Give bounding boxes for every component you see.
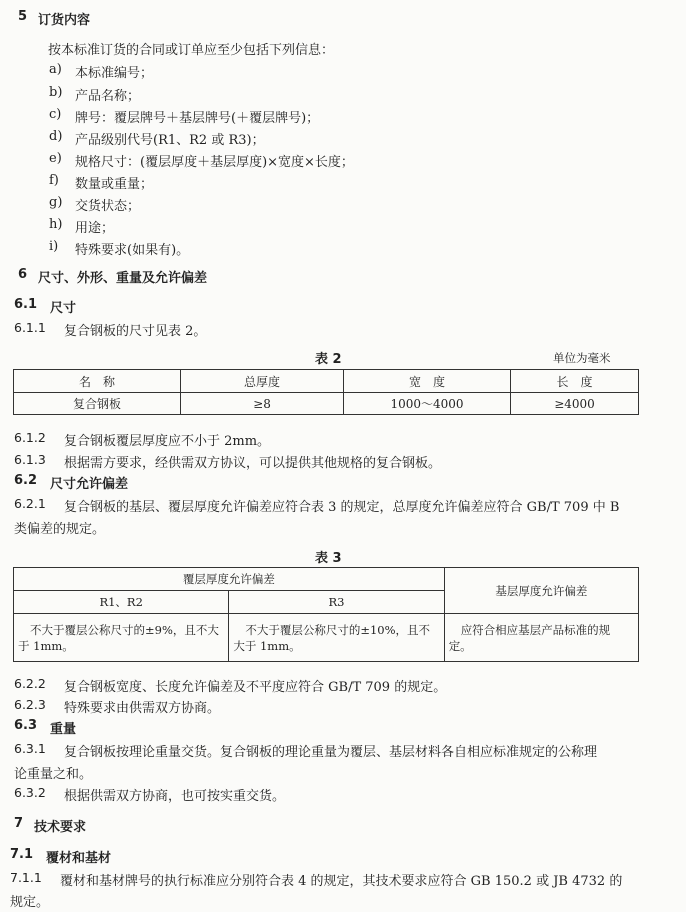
list-item-marker: h) [49, 217, 63, 232]
table-header-cell: 名 称 [14, 370, 181, 393]
section-6-title: 尺寸、外形、重量及允许偏差 [38, 271, 208, 286]
list-item-marker: c) [49, 107, 62, 122]
list-item: 特殊要求(如果有)。 [75, 243, 190, 258]
clause-6-2-3-number: 6.2.3 [14, 697, 46, 712]
table-header-cell: 总厚度 [181, 370, 344, 393]
clause-6-3-1-text: 复合钢板按理论重量交货。复合钢板的理论重量为覆层、基层材料各自相应标准规定的公称理 [64, 745, 598, 760]
list-item-marker: b) [49, 85, 63, 100]
table-cell [444, 614, 638, 662]
cell-line: 定。 [448, 638, 472, 653]
cell-line: 不大于覆层公称尺寸的±10%，且不 [245, 622, 431, 637]
table-3 [13, 567, 639, 662]
section-7-1-number: 7.1 [10, 847, 34, 862]
section-6-2-title: 尺寸允许偏差 [50, 477, 129, 492]
cell-line: 于 1mm。 [18, 638, 74, 653]
table-2-title: 表 2 [315, 352, 342, 367]
section-5-intro: 按本标准订货的合同或订单应至少包括下列信息： [48, 43, 335, 58]
table-2-unit: 单位为毫米 [553, 351, 611, 365]
table-cell [14, 614, 229, 662]
table-row [14, 614, 639, 662]
section-5-number: 5 [18, 9, 28, 24]
list-item: 牌号：覆层牌号＋基层牌号(＋覆层牌号)； [75, 111, 320, 126]
section-6-3-title: 重量 [50, 722, 77, 737]
list-item: 用途； [75, 221, 115, 236]
table-row [14, 393, 639, 415]
clause-6-3-2-number: 6.3.2 [14, 785, 46, 800]
table-cell: ≥4000 [511, 393, 639, 415]
table-header-cell: 宽 度 [344, 370, 511, 393]
list-item: 产品名称； [75, 89, 141, 104]
table-header-row [14, 370, 639, 393]
table-cell: 1000～4000 [344, 393, 511, 415]
table-3-title: 表 3 [315, 551, 342, 566]
section-7-number: 7 [14, 816, 24, 831]
clause-7-1-1-text-cont: 规定。 [10, 895, 50, 910]
list-item-marker: f) [49, 173, 59, 188]
section-6-1-number: 6.1 [14, 297, 38, 312]
list-item: 交货状态； [75, 199, 141, 214]
table-2 [13, 369, 639, 415]
clause-6-2-1-number: 6.2.1 [14, 496, 46, 511]
table-header-cell: 基层厚度允许偏差 [444, 568, 638, 614]
clause-6-3-1-text-cont: 论重量之和。 [14, 767, 93, 782]
section-6-2-number: 6.2 [14, 473, 38, 488]
clause-6-2-2-number: 6.2.2 [14, 676, 46, 691]
table-cell: ≥8 [181, 393, 344, 415]
section-5-title: 订货内容 [38, 13, 91, 28]
table-header-cell: 长 度 [511, 370, 639, 393]
clause-6-2-2-text: 复合钢板宽度、长度允许偏差及不平度应符合 GB/T 709 的规定。 [64, 680, 447, 695]
list-item: 本标准编号； [75, 66, 154, 81]
clause-6-1-2-number: 6.1.2 [14, 430, 46, 445]
list-item: 数量或重量； [75, 177, 154, 192]
table-cell [229, 614, 444, 662]
table-header-cell: 覆层厚度允许偏差 [14, 568, 445, 591]
clause-6-2-1-text: 复合钢板的基层、覆层厚度允许偏差应符合表 3 的规定，总厚度允许偏差应符合 GB/T 709 中 B [64, 500, 620, 515]
clause-6-1-3-text: 根据需方要求，经供需双方协议，可以提供其他规格的复合钢板。 [64, 456, 442, 471]
table-cell: 复合钢板 [14, 393, 181, 415]
cell-line: 应符合相应基层产品标准的规 [460, 622, 611, 637]
section-6-number: 6 [18, 267, 28, 282]
section-7-1-title: 覆材和基材 [46, 851, 112, 866]
clause-7-1-1-text: 覆材和基材牌号的执行标准应分别符合表 4 的规定，其技术要求应符合 GB 150.2 或 JB 4732 的 [60, 874, 623, 889]
clause-6-2-3-text: 特殊要求由供需双方协商。 [64, 701, 221, 716]
list-item: 规格尺寸：(覆层厚度＋基层厚度)×宽度×长度； [75, 155, 354, 170]
clause-6-1-1-number: 6.1.1 [14, 320, 46, 335]
list-item: 产品级别代号(R1、R2 或 R3)； [75, 133, 265, 148]
list-item-marker: a) [49, 62, 62, 77]
clause-6-3-2-text: 根据供需双方协商，也可按实重交货。 [64, 789, 286, 804]
section-7-title: 技术要求 [34, 820, 87, 835]
clause-6-1-3-number: 6.1.3 [14, 452, 46, 467]
table-header-row [14, 568, 639, 591]
clause-7-1-1-number: 7.1.1 [10, 870, 42, 885]
list-item-marker: i) [49, 239, 59, 254]
list-item-marker: d) [49, 129, 63, 144]
table-header-cell: R3 [229, 591, 444, 614]
list-item-marker: g) [49, 195, 63, 210]
clause-6-3-1-number: 6.3.1 [14, 741, 46, 756]
clause-6-2-1-text-cont: 类偏差的规定。 [14, 522, 106, 537]
section-6-1-title: 尺寸 [50, 301, 77, 316]
clause-6-1-2-text: 复合钢板覆层厚度应不小于 2mm。 [64, 434, 271, 449]
cell-line: 不大于覆层公称尺寸的±9%，且不大 [30, 622, 219, 637]
section-6-3-number: 6.3 [14, 718, 38, 733]
table-header-cell: R1、R2 [14, 591, 229, 614]
clause-6-1-1-text: 复合钢板的尺寸见表 2。 [64, 324, 207, 339]
cell-line: 大于 1mm。 [233, 638, 301, 653]
list-item-marker: e) [49, 151, 62, 166]
